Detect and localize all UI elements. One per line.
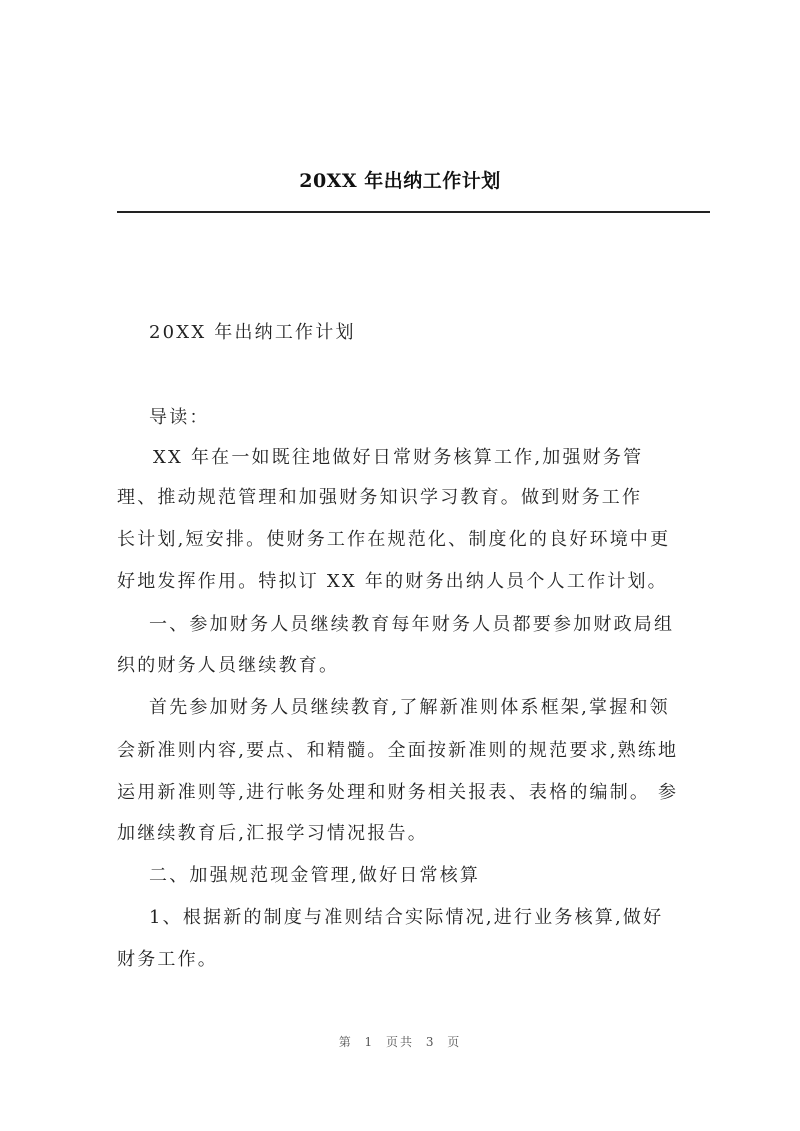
body-line: 财务工作。	[117, 949, 218, 970]
body-line: 加继续教育后,汇报学习情况报告。	[117, 823, 428, 844]
page-number-footer: 第 1 页共 3 页	[338, 1035, 462, 1049]
body-line: 一、参加财务人员继续教育每年财务人员都要参加财政局组	[149, 614, 675, 635]
body-line: 首先参加财务人员继续教育,了解新准则体系框架,掌握和领	[149, 697, 670, 718]
body-line: 导读：	[149, 407, 210, 428]
body-line: 二、加强规范现金管理,做好日常核算	[149, 865, 481, 886]
body-line: XX 年在一如既往地做好日常财务核算工作,加强财务管	[153, 447, 644, 468]
body-line: 织的财务人员继续教育。	[117, 655, 340, 676]
body-line: 好地发挥作用。特拟订 XX 年的财务出纳人员个人工作计划。	[117, 571, 668, 592]
body-line: 运用新准则等,进行帐务处理和财务相关报表、表格的编制。 参	[117, 782, 679, 803]
body-title: 20XX 年出纳工作计划	[149, 322, 356, 343]
document-header-title: 20XX 年出纳工作计划	[299, 170, 501, 192]
body-line: 1、根据新的制度与准则结合实际情况,进行业务核算,做好	[149, 907, 664, 928]
body-line: 理、推动规范管理和加强财务知识学习教育。做到财务工作	[117, 487, 643, 508]
body-line: 会新准则内容,要点、和精髓。全面按新准则的规范要求,熟练地	[117, 740, 679, 761]
body-line: 长计划,短安排。使财务工作在规范化、制度化的良好环境中更	[117, 529, 671, 550]
header-divider	[117, 211, 710, 213]
